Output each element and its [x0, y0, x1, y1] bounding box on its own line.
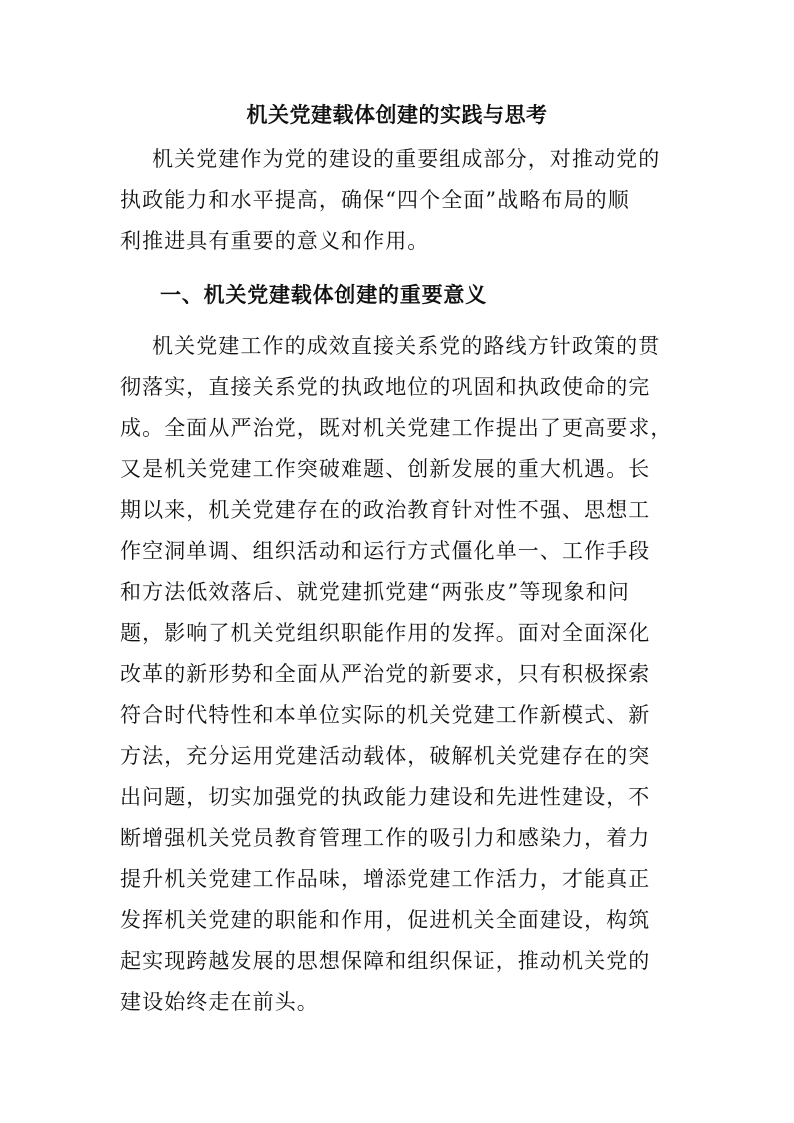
section-heading: 一、机关党建载体创建的重要意义	[160, 282, 487, 307]
body-line: 建设始终走在前头。	[120, 990, 319, 1014]
body-line: 起实现跨越发展的思想保障和组织保证，推动机关党的	[120, 949, 651, 973]
body-line: 断增强机关党员教育管理工作的吸引力和感染力，着力	[120, 826, 651, 850]
body-line: 期以来，机关党建存在的政治教育针对性不强、思想工	[120, 498, 651, 522]
body-line: 出问题，切实加强党的执政能力建设和先进性建设，不	[120, 785, 651, 809]
body-line: 提升机关党建工作品味，增添党建工作活力，才能真正	[120, 867, 651, 891]
intro-line: 利推进具有重要的意义和作用。	[120, 229, 430, 253]
body-line: 题，影响了机关党组织职能作用的发挥。面对全面深化	[120, 621, 651, 645]
body-line: 机关党建工作的成效直接关系党的路线方针政策的贯	[152, 334, 661, 358]
body-line: 方法，充分运用党建活动载体，破解机关党建存在的突	[120, 744, 651, 768]
body-line: 彻落实，直接关系党的执政地位的巩固和执政使命的完	[120, 375, 651, 399]
body-line: 成。全面从严治党，既对机关党建工作提出了更高要求，	[120, 416, 673, 440]
body-line: 符合时代特性和本单位实际的机关党建工作新模式、新	[120, 703, 651, 727]
body-line: 发挥机关党建的职能和作用，促进机关全面建设，构筑	[120, 908, 651, 932]
document-title: 机关党建载体创建的实践与思考	[246, 102, 548, 127]
body-line: 又是机关党建工作突破难题、创新发展的重大机遇。长	[120, 457, 651, 481]
body-line: 和方法低效落后、就党建抓党建“两张皮”等现象和问	[120, 580, 630, 604]
body-line: 作空洞单调、组织活动和运行方式僵化单一、工作手段	[120, 539, 651, 563]
intro-line: 机关党建作为党的建设的重要组成部分，对推动党的	[152, 147, 661, 171]
body-line: 改革的新形势和全面从严治党的新要求，只有积极探索	[120, 662, 651, 686]
intro-line: 执政能力和水平提高，确保“四个全面”战略布局的顺	[120, 188, 630, 212]
